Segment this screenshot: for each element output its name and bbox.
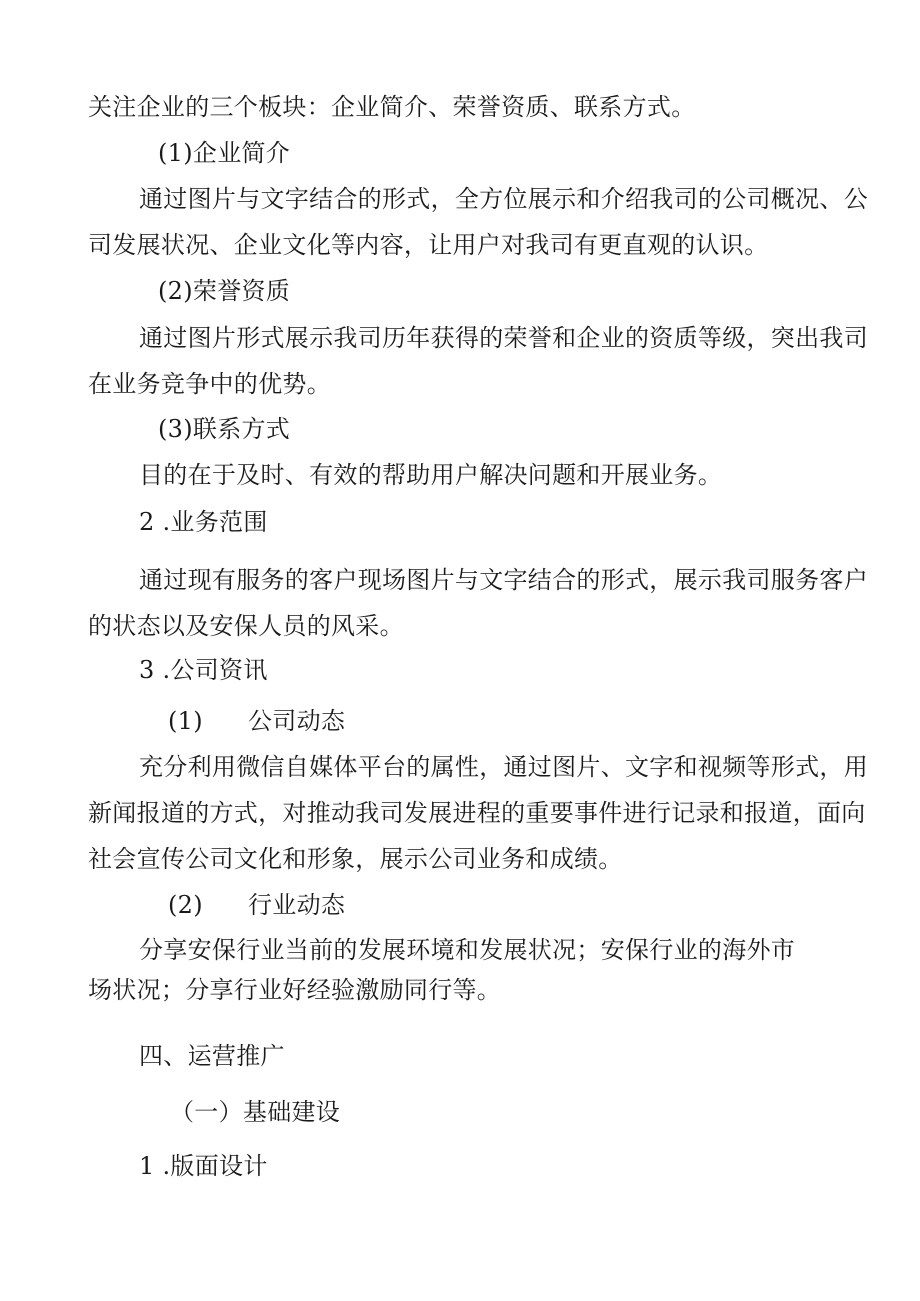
paragraph-line: 关注企业的三个板块：企业简介、荣誉资质、联系方式。 [88, 93, 696, 121]
subheading-industry-dynamics [168, 890, 345, 920]
paragraph-line: 新闻报道的方式，对推动我司发展进程的重要事件进行记录和报道，面向 [88, 799, 866, 827]
heading-business-scope: 2 .业务范围 [139, 508, 268, 536]
section-heading-operations: 四、运营推广 [139, 1042, 285, 1070]
paragraph-line: 分享安保行业当前的发展环境和发展状况；安保行业的海外市 [139, 936, 796, 964]
paragraph-line: 充分利用微信自媒体平台的属性，通过图片、文字和视频等形式，用 [139, 753, 868, 781]
paragraph-line: 的状态以及安保人员的风采。 [88, 612, 404, 640]
paragraph-line: 司发展状况、企业文化等内容，让用户对我司有更直观的认识。 [88, 231, 769, 259]
sub-item-number: (1) [168, 707, 203, 735]
paragraph-line: 场状况；分享行业好经验激励同行等。 [88, 976, 502, 1004]
heading-company-news: 3 .公司资讯 [139, 656, 268, 684]
paragraph-line: 通过现有服务的客户现场图片与文字结合的形式，展示我司服务客户 [139, 566, 868, 594]
sub-item-label: 公司动态 [248, 707, 346, 735]
subsection-heading-infrastructure: （一）基础建设 [170, 1098, 341, 1126]
sub-item-number: (2) [168, 891, 203, 919]
subheading-contact: (3)联系方式 [158, 415, 291, 443]
paragraph-line: 目的在于及时、有效的帮助用户解决问题和开展业务。 [139, 461, 723, 489]
heading-layout-design: 1 .版面设计 [139, 1152, 268, 1180]
paragraph-line: 在业务竞争中的优势。 [88, 370, 331, 398]
paragraph-line: 通过图片形式展示我司历年获得的荣誉和企业的资质等级，突出我司 [139, 324, 868, 352]
paragraph-line: 社会宣传公司文化和形象，展示公司业务和成绩。 [88, 845, 623, 873]
subheading-company-intro: (1)企业简介 [158, 139, 291, 167]
subheading-honors: (2)荣誉资质 [158, 277, 291, 305]
paragraph-line: 通过图片与文字结合的形式，全方位展示和介绍我司的公司概况、公 [139, 185, 868, 213]
sub-item-label: 行业动态 [248, 891, 346, 919]
subheading-company-dynamics [168, 706, 345, 736]
